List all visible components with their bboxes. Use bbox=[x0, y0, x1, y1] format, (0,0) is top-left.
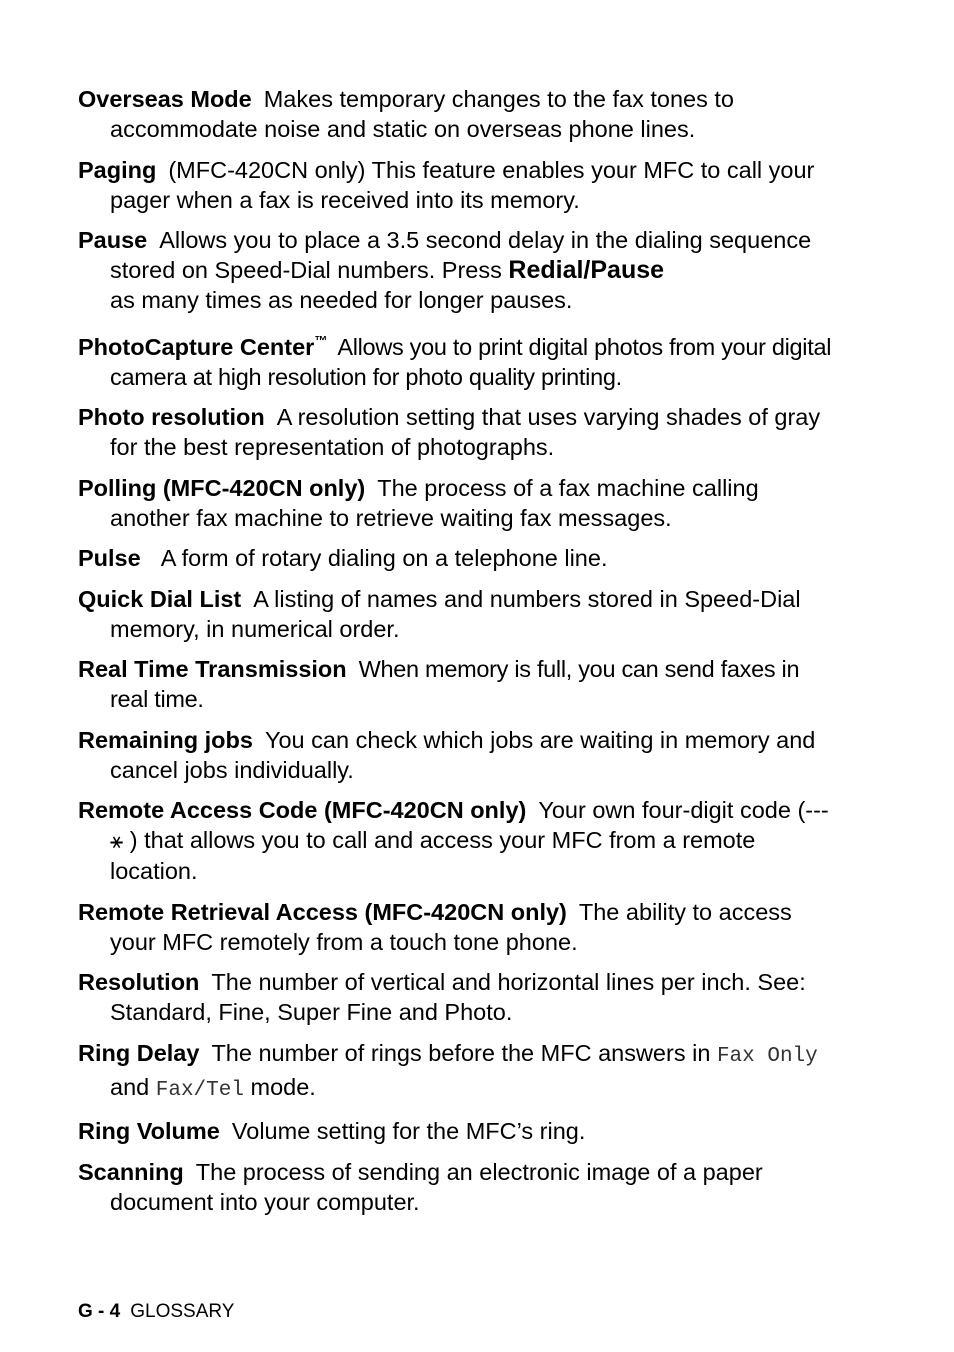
glossary-entry-remote-access-code bbox=[78, 795, 838, 886]
mode-fax-only: Fax Only bbox=[716, 1044, 818, 1068]
term: Real Time Transmission bbox=[78, 656, 347, 682]
definition: Your own four-digit code (--- bbox=[538, 797, 829, 823]
term: Remote Access Code (MFC-420CN only) bbox=[78, 797, 527, 823]
term: Pause bbox=[78, 227, 148, 253]
definition: You can check which jobs are waiting in memory and cancel jobs individually. bbox=[110, 726, 816, 783]
star-key-icon: ⚹ bbox=[110, 828, 124, 853]
definition: Allows you to print digital photos from your digital camera at high resolution for photo quality printing. bbox=[110, 333, 832, 390]
mode-fax-tel: Fax/Tel bbox=[155, 1078, 244, 1102]
definition: The ability to access your MFC remotely from a touch tone phone. bbox=[110, 898, 792, 955]
term: Paging bbox=[78, 156, 157, 183]
page-footer bbox=[78, 1300, 234, 1324]
section-name: GLOSSARY bbox=[130, 1301, 235, 1322]
glossary-entry-remote-retrieval-access bbox=[78, 897, 838, 957]
glossary-entry-overseas-mode bbox=[78, 84, 838, 144]
term: Overseas Mode bbox=[78, 86, 252, 112]
term: Resolution bbox=[78, 969, 200, 995]
glossary-entry-scanning bbox=[78, 1157, 838, 1217]
definition: A resolution setting that uses varying shades of gray for the best representation of photographs. bbox=[110, 404, 821, 460]
definition: The process of sending an electronic image of a paper document into your computer. bbox=[110, 1158, 763, 1215]
definition: Makes temporary changes to the fax tones to accommodate noise and static on overseas phone lines. bbox=[110, 86, 734, 142]
term: Polling (MFC-420CN only) bbox=[78, 474, 366, 501]
term: Photo resolution bbox=[78, 404, 265, 430]
glossary-entry-photo-resolution bbox=[78, 402, 838, 462]
glossary-entry-pause bbox=[78, 225, 838, 315]
glossary-entry-resolution bbox=[78, 967, 838, 1027]
definition-cont: as many times as needed for longer pauses. bbox=[110, 287, 573, 313]
glossary-entry-real-time-transmission bbox=[78, 654, 838, 714]
glossary-entries bbox=[78, 84, 838, 1227]
definition: When memory is full, you can send faxes in real time. bbox=[110, 656, 800, 712]
term: Ring Volume bbox=[78, 1118, 220, 1144]
definition: The process of a fax machine calling another fax machine to retrieve waiting fax messages. bbox=[110, 474, 759, 531]
glossary-entry-pulse bbox=[78, 543, 838, 573]
term: Quick Dial List bbox=[78, 585, 242, 612]
page-number: G - 4 bbox=[78, 1301, 121, 1322]
definition: The number of rings before the MFC answers in bbox=[211, 1039, 711, 1066]
term: Remote Retrieval Access (MFC-420CN only) bbox=[78, 898, 567, 925]
glossary-entry-ring-delay bbox=[78, 1038, 838, 1106]
definition-cont: ) that allows you to call and access your MFC from a remote location. bbox=[110, 827, 756, 884]
glossary-entry-ring-volume bbox=[78, 1116, 838, 1146]
conjunction: and bbox=[110, 1073, 150, 1100]
term: Scanning bbox=[78, 1158, 184, 1185]
glossary-entry-paging bbox=[78, 155, 838, 215]
definition: A listing of names and numbers stored in Speed-Dial memory, in numerical order. bbox=[110, 585, 801, 642]
trademark-mark: ™ bbox=[314, 332, 328, 348]
term: Ring Delay bbox=[78, 1039, 200, 1066]
term: PhotoCapture Center bbox=[78, 333, 315, 360]
definition: A form of rotary dialing on a telephone line. bbox=[160, 545, 608, 571]
term: Remaining jobs bbox=[78, 726, 253, 753]
definition: The number of vertical and horizontal lines per inch. See: Standard, Fine, Super Fine and Photo. bbox=[110, 969, 806, 1025]
glossary-entry-quick-dial-list bbox=[78, 584, 838, 644]
key-label: Redial/Pause bbox=[508, 256, 665, 284]
term: Pulse bbox=[78, 545, 141, 571]
glossary-entry-remaining-jobs bbox=[78, 725, 838, 785]
glossary-entry-photocapture-center bbox=[78, 326, 838, 392]
definition: Volume setting for the MFC’s ring. bbox=[231, 1118, 586, 1144]
glossary-entry-polling bbox=[78, 473, 838, 533]
definition: Allows you to place a 3.5 second delay in the dialing sequence stored on Speed-Dial numbers. Press bbox=[110, 227, 812, 283]
definition: (MFC-420CN only) This feature enables your MFC to call your pager when a fax is received into its memory. bbox=[110, 156, 815, 213]
definition-cont: mode. bbox=[250, 1073, 316, 1100]
